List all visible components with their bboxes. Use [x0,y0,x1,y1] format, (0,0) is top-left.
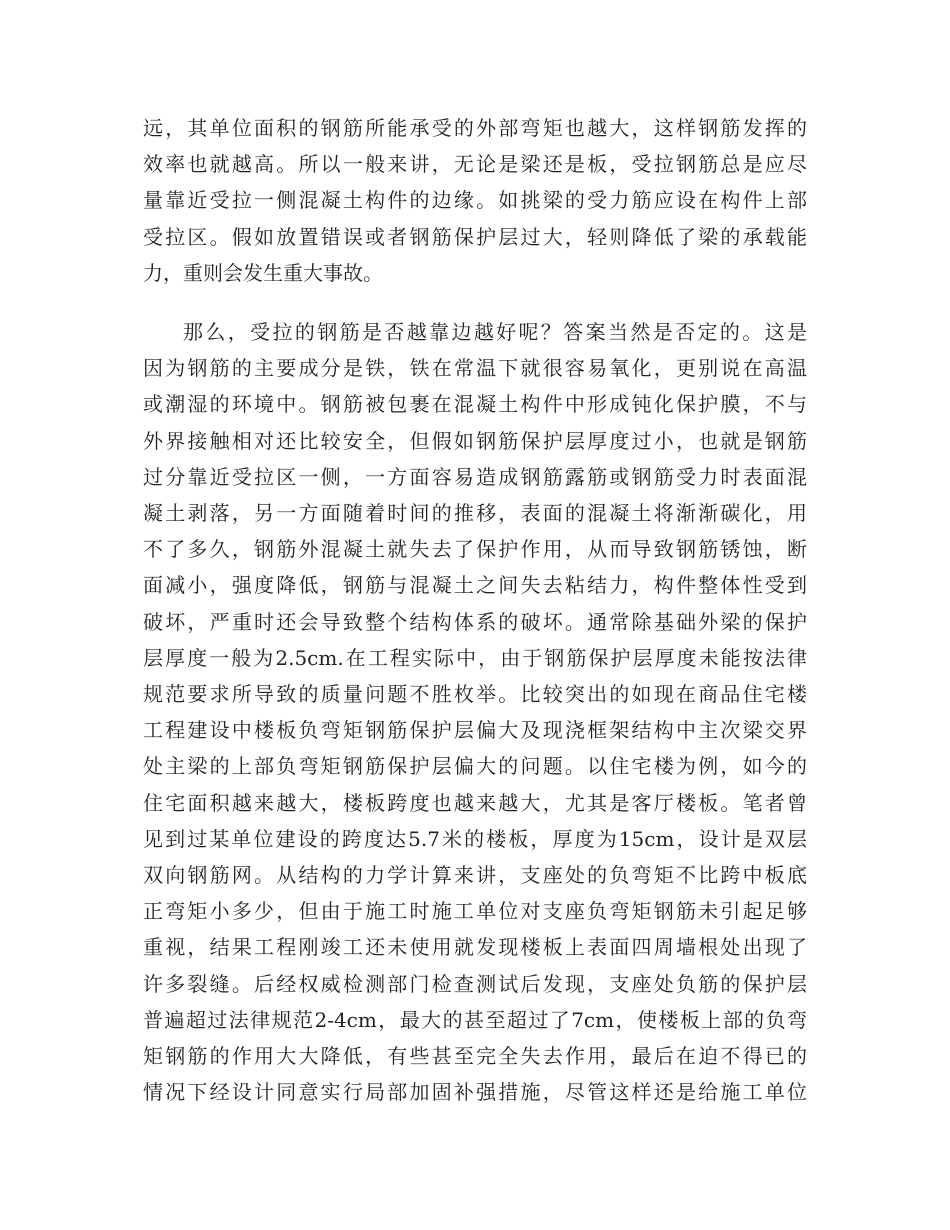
paragraph-line: 情况下经设计同意实行局部加固补强措施，尽管这样还是给施工单位 [143,1080,807,1105]
paragraph-1 [143,110,807,291]
paragraph-2 [143,314,807,1110]
paragraph-line: 正弯矩小多少，但由于施工时施工单位对支座负弯矩钢筋未引起足够 [143,899,807,924]
paragraph-line: 重视，结果工程刚竣工还未使用就发现楼板上表面四周墙根处出现了 [143,935,807,960]
paragraph-line: 普遍超过法律规范2-4cm，最大的甚至超过了7cm，使楼板上部的负弯 [143,1007,807,1032]
paragraph-line: 许多裂缝。后经权威检测部门检查测试后发现，支座处负筋的保护层 [143,971,807,996]
paragraph-line: 凝土剥落，另一方面随着时间的推移，表面的混凝土将渐渐碳化，用 [143,501,807,526]
paragraph-line: 破坏，严重时还会导致整个结构体系的破坏。通常除基础外梁的保护 [143,609,807,634]
paragraph-line: 规范要求所导致的质量问题不胜枚举。比较突出的如现在商品住宅楼 [143,682,807,707]
paragraph-line: 受拉区。假如放置错误或者钢筋保护层过大，轻则降低了梁的承载能 [143,224,807,249]
paragraph-line: 见到过某单位建设的跨度达5.7米的楼板，厚度为15cm，设计是双层 [143,826,807,851]
paragraph-line: 处主梁的上部负弯矩钢筋保护层偏大的问题。以住宅楼为例，如今的 [143,754,807,779]
paragraph-line: 因为钢筋的主要成分是铁，铁在常温下就很容易氧化，更别说在高温 [143,356,807,381]
paragraph-line: 量靠近受拉一侧混凝土构件的边缘。如挑梁的受力筋应设在构件上部 [143,188,807,213]
paragraph-line: 矩钢筋的作用大大降低，有些甚至完全失去作用，最后在迫不得已的 [143,1044,807,1069]
paragraph-line: 住宅面积越来越大，楼板跨度也越来越大，尤其是客厅楼板。笔者曾 [143,790,807,815]
paragraph-line: 力，重则会发生重大事故。 [143,260,383,285]
paragraph-line: 工程建设中楼板负弯矩钢筋保护层偏大及现浇框架结构中主次梁交界 [143,718,807,743]
document-body [143,110,807,1110]
paragraph-line: 那么，受拉的钢筋是否越靠边越好呢？答案当然是否定的。这是 [183,320,807,345]
paragraph-line: 效率也就越高。所以一般来讲，无论是梁还是板，受拉钢筋总是应尽 [143,152,807,177]
paragraph-line: 远，其单位面积的钢筋所能承受的外部弯矩也越大，这样钢筋发挥的 [143,116,807,140]
paragraph-line: 过分靠近受拉区一侧，一方面容易造成钢筋露筋或钢筋受力时表面混 [143,464,807,489]
paragraph-line: 层厚度一般为2.5cm.在工程实际中，由于钢筋保护层厚度未能按法律 [143,645,807,670]
paragraph-line: 双向钢筋网。从结构的力学计算来讲，支座处的负弯矩不比跨中板底 [143,863,807,888]
paragraph-line: 不了多久，钢筋外混凝土就失去了保护作用，从而导致钢筋锈蚀，断 [143,537,807,562]
paragraph-line: 或潮湿的环境中。钢筋被包裹在混凝土构件中形成钝化保护膜，不与 [143,392,807,417]
paragraph-gap [143,291,807,314]
paragraph-line: 外界接触相对还比较安全，但假如钢筋保护层厚度过小，也就是钢筋 [143,428,807,453]
paragraph-line: 面减小，强度降低，钢筋与混凝土之间失去粘结力，构件整体性受到 [143,573,807,598]
